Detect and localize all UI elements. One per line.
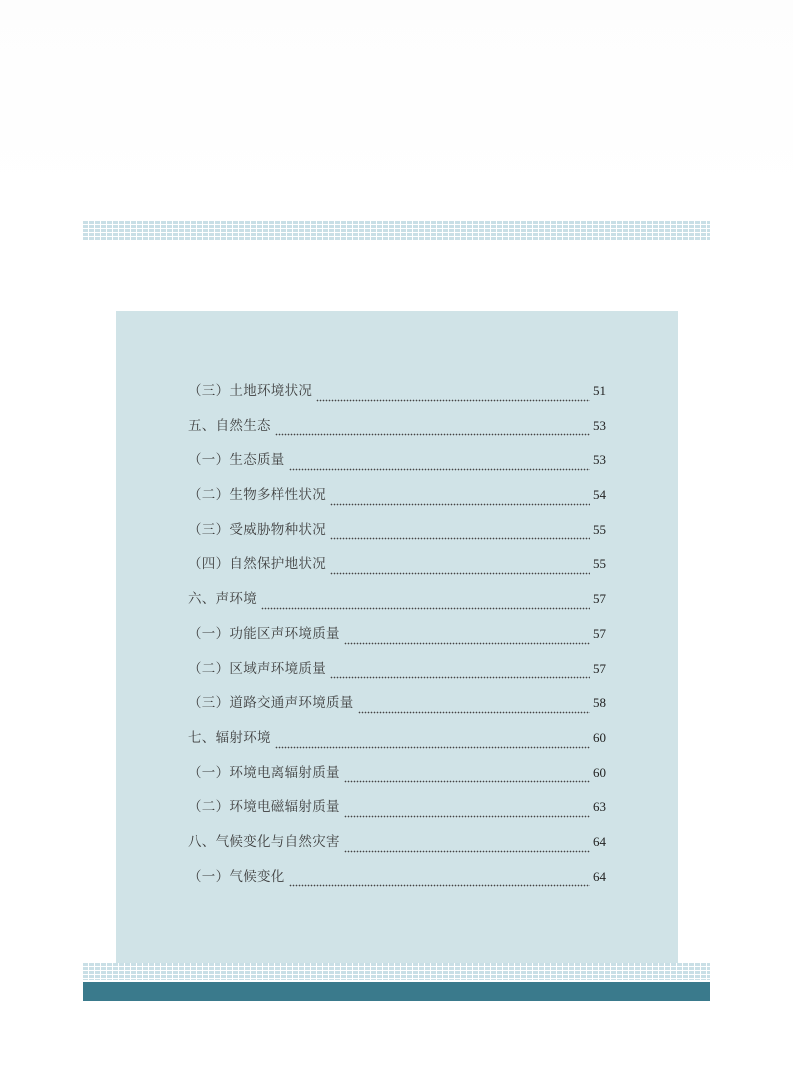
- toc-entry-title: （三）土地环境状况: [188, 383, 313, 399]
- toc-page-number: 60: [593, 729, 606, 745]
- toc-entry-title: （一）环境电离辐射质量: [188, 764, 340, 781]
- toc-page-number: 54: [593, 487, 606, 503]
- toc-entry-climate-change[interactable]: [188, 865, 606, 900]
- toc-entry-title: （三）受威胁物种状况: [188, 521, 326, 538]
- toc-page-number: 53: [593, 452, 606, 468]
- toc-entry-title: （一）功能区声环境质量: [188, 625, 340, 642]
- toc-entry-acoustic-environment[interactable]: [188, 587, 606, 622]
- toc-entry-title: （一）气候变化: [188, 868, 285, 885]
- table-of-contents: [188, 379, 606, 899]
- toc-dot-leader: [358, 704, 590, 714]
- toc-page-number: 53: [593, 417, 606, 433]
- toc-page-number: 51: [593, 383, 606, 398]
- toc-page-number: 57: [593, 625, 606, 641]
- toc-entry-title: （三）道路交通声环境质量: [188, 695, 354, 712]
- toc-entry-ionizing-radiation[interactable]: [188, 761, 606, 796]
- toc-entry-title: （二）环境电磁辐射质量: [188, 799, 340, 816]
- toc-page-number: 60: [593, 764, 606, 780]
- toc-entry-title: 六、声环境: [188, 591, 257, 608]
- bottom-checker-band: [83, 963, 710, 980]
- page-top-background: [0, 0, 793, 200]
- toc-entry-title: （四）自然保护地状况: [188, 556, 326, 573]
- toc-page-number: 63: [593, 799, 606, 815]
- toc-entry-ecological-quality[interactable]: [188, 448, 606, 483]
- toc-dot-leader: [275, 739, 590, 749]
- toc-dot-leader: [261, 600, 590, 610]
- toc-entry-climate-change-disasters[interactable]: [188, 830, 606, 865]
- toc-entry-road-traffic-noise[interactable]: [188, 691, 606, 726]
- toc-entry-land-environment[interactable]: [188, 379, 606, 414]
- toc-dot-leader: [289, 877, 590, 887]
- toc-dot-leader: [330, 669, 590, 679]
- footer-bar: [83, 982, 710, 1001]
- toc-entry-title: （二）区域声环境质量: [188, 660, 326, 677]
- toc-entry-threatened-species[interactable]: [188, 518, 606, 553]
- toc-entry-title: 八、气候变化与自然灾害: [188, 833, 340, 850]
- toc-page-number: 55: [593, 521, 606, 537]
- toc-entry-regional-noise[interactable]: [188, 657, 606, 692]
- toc-page-number: 64: [593, 833, 606, 849]
- toc-page-number: 55: [593, 556, 606, 572]
- toc-entry-title: 五、自然生态: [188, 417, 271, 434]
- toc-dot-leader: [316, 392, 590, 402]
- toc-entry-title: （二）生物多样性状况: [188, 487, 326, 504]
- toc-page-number: 64: [593, 868, 606, 884]
- toc-page-number: 58: [593, 695, 606, 711]
- toc-page-number: 57: [593, 660, 606, 676]
- toc-entry-biodiversity[interactable]: [188, 483, 606, 518]
- toc-entry-radiation-environment[interactable]: [188, 726, 606, 761]
- toc-dot-leader: [330, 496, 590, 506]
- toc-dot-leader: [344, 843, 590, 853]
- toc-dot-leader: [344, 773, 590, 783]
- toc-entry-functional-zone-noise[interactable]: [188, 622, 606, 657]
- toc-entry-protected-areas[interactable]: [188, 552, 606, 587]
- toc-dot-leader: [330, 565, 590, 575]
- toc-dot-leader: [330, 530, 590, 540]
- toc-entry-natural-ecology[interactable]: [188, 414, 606, 449]
- toc-dot-leader: [289, 461, 590, 471]
- toc-dot-leader: [275, 426, 590, 436]
- toc-page-number: 57: [593, 591, 606, 607]
- toc-dot-leader: [344, 808, 590, 818]
- top-checker-band: [83, 221, 710, 240]
- toc-entry-title: （一）生态质量: [188, 452, 285, 469]
- toc-entry-title: 七、辐射环境: [188, 729, 271, 746]
- toc-dot-leader: [344, 635, 590, 645]
- toc-entry-electromagnetic-radiation[interactable]: [188, 795, 606, 830]
